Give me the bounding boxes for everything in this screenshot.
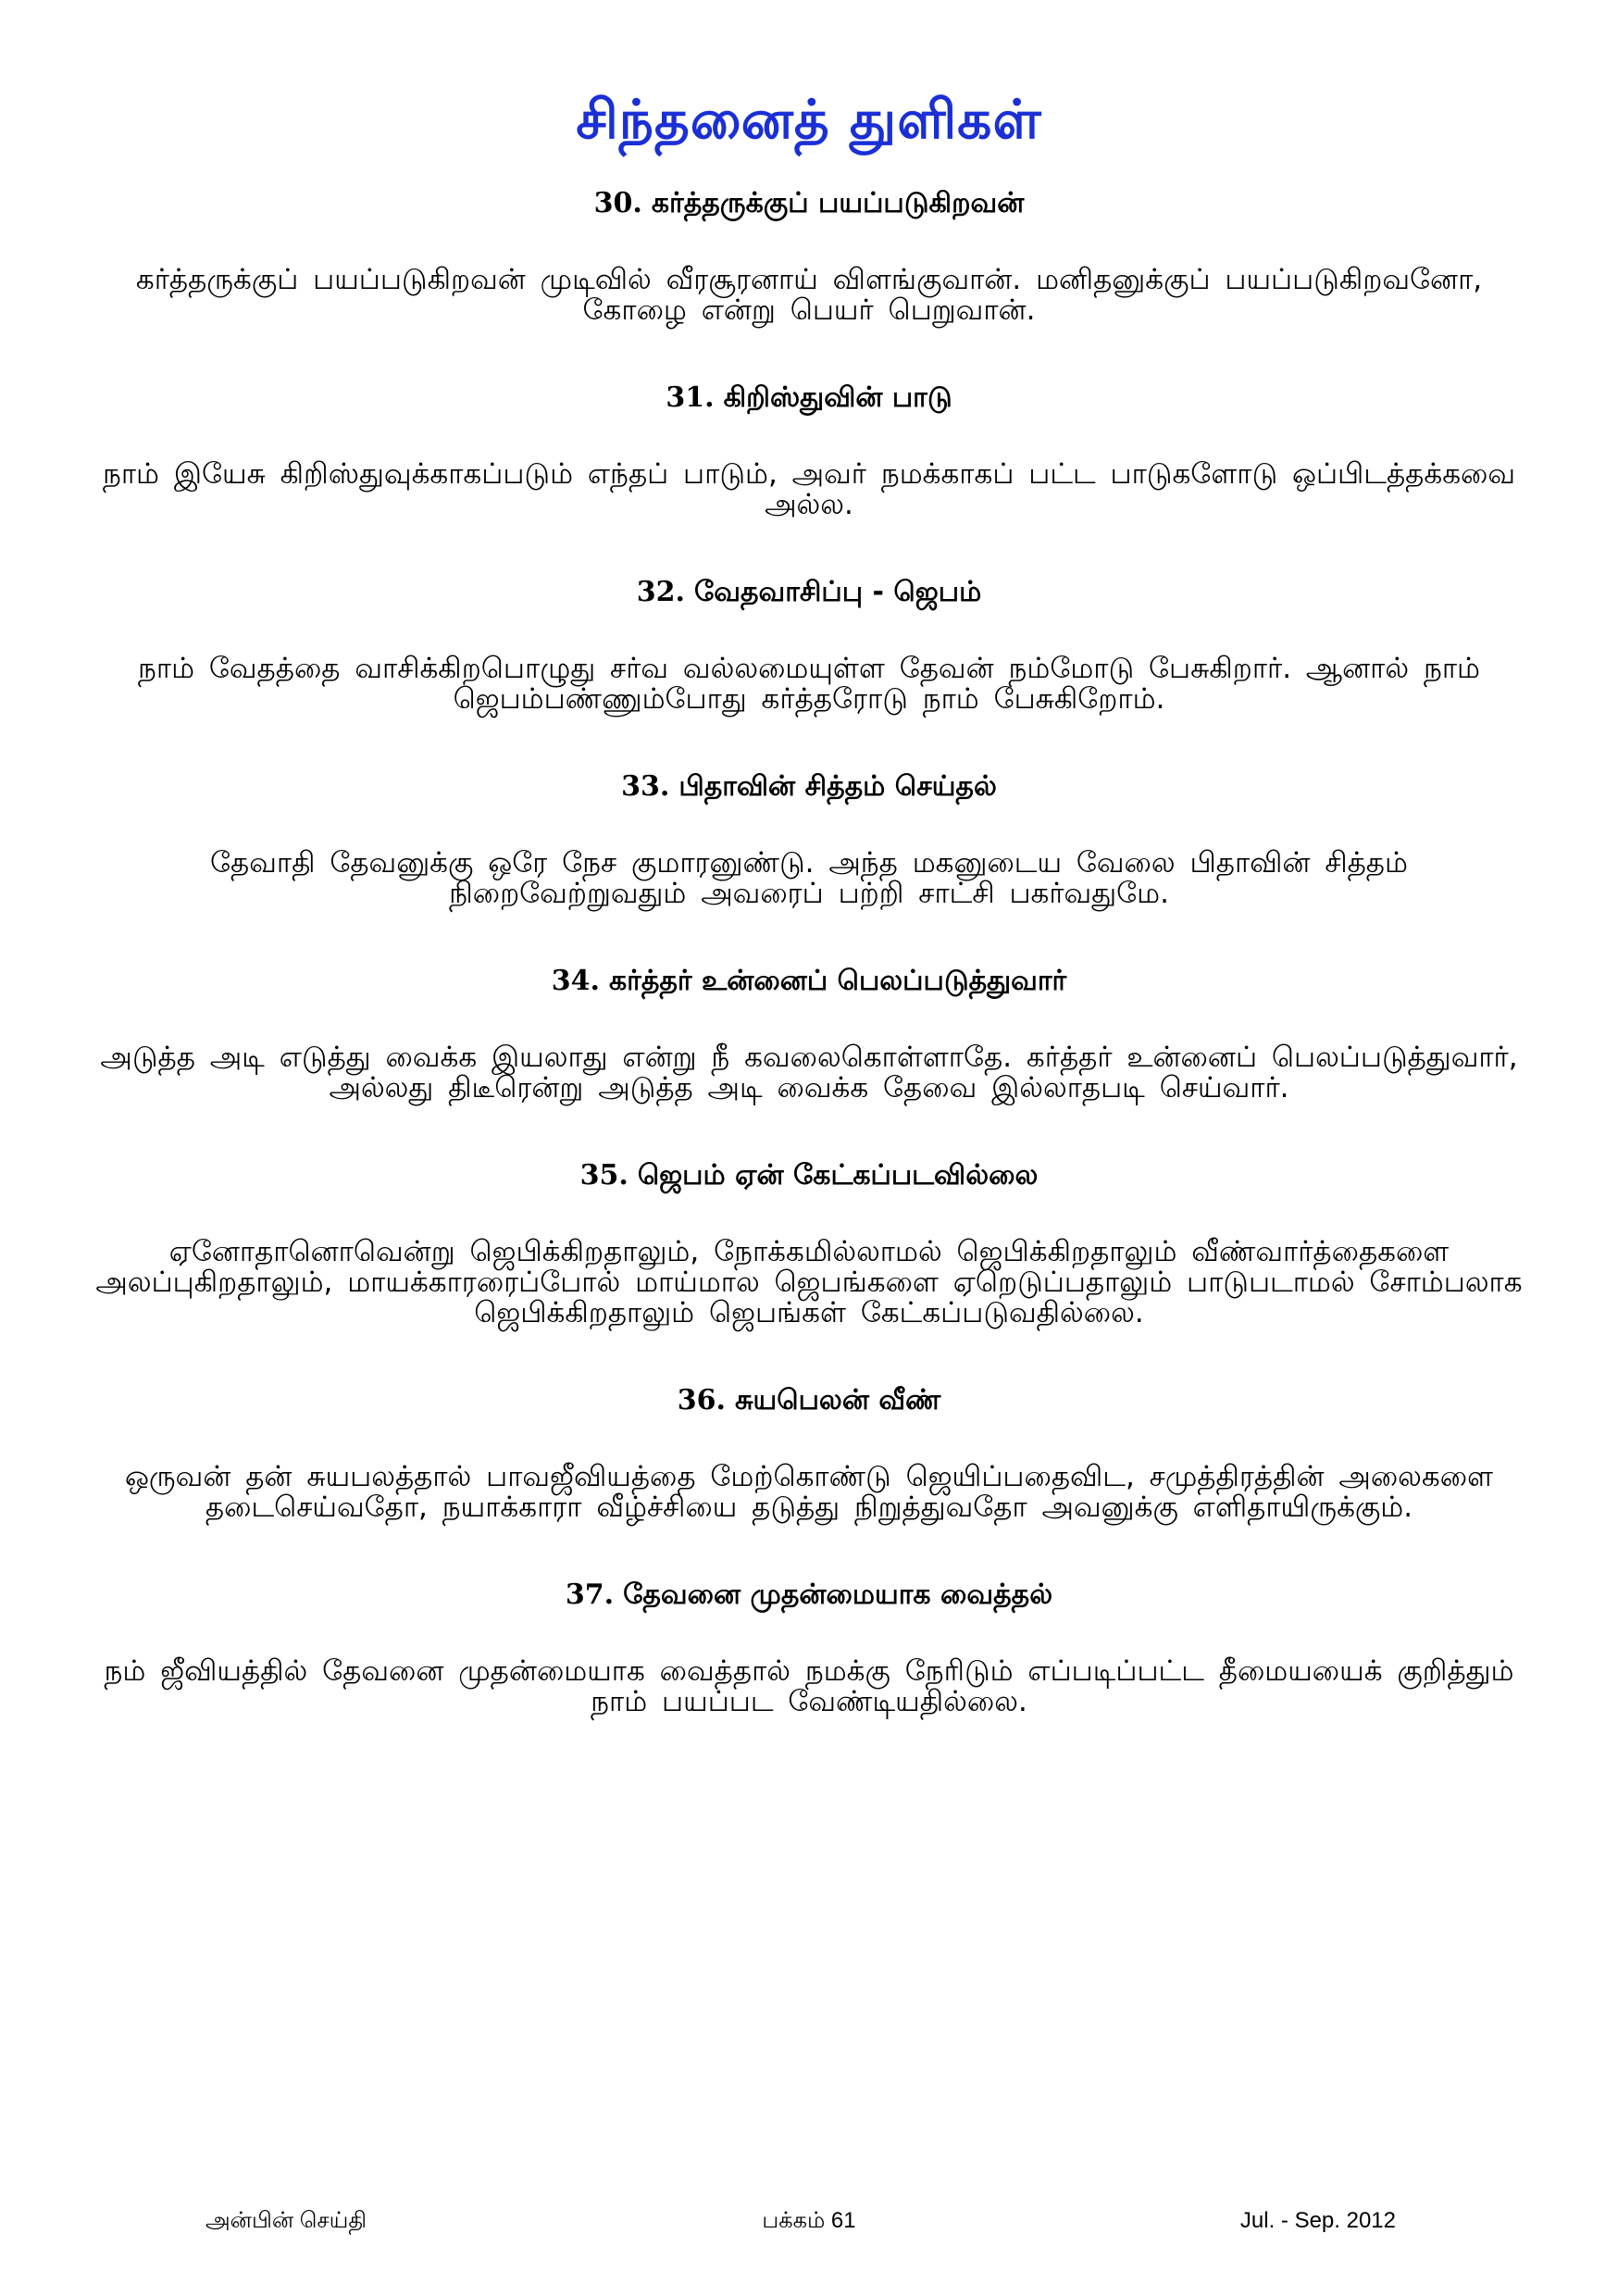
- section-number: 33.: [621, 770, 670, 803]
- section-heading: [93, 1157, 1525, 1194]
- section-35: [93, 1157, 1525, 1329]
- section-37: [93, 1577, 1525, 1717]
- section-heading: [93, 963, 1525, 1000]
- page-title: சிந்தனைத் துளிகள்: [576, 88, 1042, 151]
- section-34: [93, 963, 1525, 1104]
- section-text: நாம் இயேசு கிறிஸ்துவுக்காகப்படும் எந்தப் பாடும், அவர் நமக்காகப் பட்ட பாடுகளோடு ஒப்பிடத்தக்கவை அல்ல.: [102, 457, 1516, 521]
- section-number: 37.: [565, 1578, 615, 1611]
- section-31: [93, 380, 1525, 520]
- section-title: கர்த்தருக்குப் பயப்படுகிறவன்: [651, 187, 1025, 219]
- section-number: 36.: [677, 1384, 726, 1416]
- section-text: ஒருவன் தன் சுயபலத்தால் பாவஜீவியத்தை மேற்கொண்டு ஜெயிப்பதைவிட, சமுத்திரத்தின் அலைகளை தடைசெய்வதோ, நயாக்காரா வீழ்ச்சியை தடுத்து நிறுத்துவதோ அவனுக்கு எளிதாயிருக்கும்.: [124, 1460, 1494, 1524]
- section-text: ஏனோதானொவென்று ஜெபிக்கிறதாலும், நோக்கமில்லாமல் ஜெபிக்கிறதாலும் வீண்வார்த்தைகளை அலப்புகிறதாலும், மாயக்காரரைப்போல் மாய்மால ஜெபங்களை ஏறெடுப்பதாலும் பாடுபடாமல் சோம்பலாக ஜெபிக்கிறதாலும் ஜெபங்கள் கேட்கப்படுவதில்லை.: [95, 1235, 1523, 1329]
- issue-date: Jul. - Sep. 2012: [1239, 2208, 1396, 2233]
- section-number: 35.: [579, 1159, 629, 1192]
- section-text: நம் ஜீவியத்தில் தேவனை முதன்மையாக வைத்தால் நமக்கு நேரிடும் எப்படிப்பட்ட தீமையயைக் குறித்தும் நாம் பயப்பட வேண்டியதில்லை.: [104, 1654, 1514, 1718]
- section-title: சுயபெலன் வீண்: [734, 1384, 941, 1416]
- section-heading: [93, 574, 1525, 611]
- section-32: [93, 574, 1525, 715]
- section-36: [93, 1382, 1525, 1523]
- section-text: தேவாதி தேவனுக்கு ஒரே நேச குமாரனுண்டு. அந்த மகனுடைய வேலை பிதாவின் சித்தம் நிறைவேற்றுவதும் அவரைப் பற்றி சாட்சி பகர்வதுமே.: [210, 846, 1408, 910]
- section-heading: [93, 185, 1525, 222]
- section-number: 34.: [551, 965, 600, 997]
- section-text: அடுத்த அடி எடுத்து வைக்க இயலாது என்று நீ கவலைகொள்ளாதே. கர்த்தர் உன்னைப் பெலப்படுத்துவார், அல்லது திடீரென்று அடுத்த அடி வைக்க தேவை இல்லாதபடி செய்வார்.: [100, 1041, 1518, 1104]
- section-title: பிதாவின் சித்தம் செய்தல்: [678, 770, 997, 803]
- section-heading: [93, 768, 1525, 805]
- section-title: கர்த்தர் உன்னைப் பெலப்படுத்துவார்: [608, 965, 1067, 997]
- page-number: பக்கம் 61: [762, 2208, 856, 2233]
- publication-name: அன்பின் செய்தி: [205, 2208, 367, 2233]
- section-number: 30.: [593, 187, 642, 219]
- section-number: 32.: [636, 576, 685, 608]
- page-footer: [0, 2208, 1618, 2245]
- section-title: வேதவாசிப்பு - ஜெபம்: [693, 576, 982, 608]
- section-title: கிறிஸ்துவின் பாடு: [723, 381, 952, 414]
- section-heading: [93, 1382, 1525, 1419]
- section-text: கர்த்தருக்குப் பயப்படுகிறவன் முடிவில் வீரசூரனாய் விளங்குவான். மனிதனுக்குப் பயப்படுகிறவனோ, கோழை என்று பெயர் பெறுவான்.: [135, 263, 1483, 327]
- section-33: [93, 768, 1525, 909]
- section-heading: [93, 1577, 1525, 1614]
- section-title: தேவனை முதன்மையாக வைத்தல்: [623, 1578, 1053, 1611]
- article-body: [93, 185, 1525, 1771]
- section-title: ஜெபம் ஏன் கேட்கப்படவில்லை: [637, 1159, 1039, 1192]
- section-heading: [93, 380, 1525, 417]
- section-30: [93, 185, 1525, 326]
- section-number: 31.: [666, 381, 715, 414]
- section-text: நாம் வேதத்தை வாசிக்கிறபொழுது சர்வ வல்லமையுள்ள தேவன் நம்மோடு பேசுகிறார். ஆனால் நாம் ஜெபம்பண்ணும்போது கர்த்தரோடு நாம் பேசுகிறோம்.: [138, 652, 1480, 716]
